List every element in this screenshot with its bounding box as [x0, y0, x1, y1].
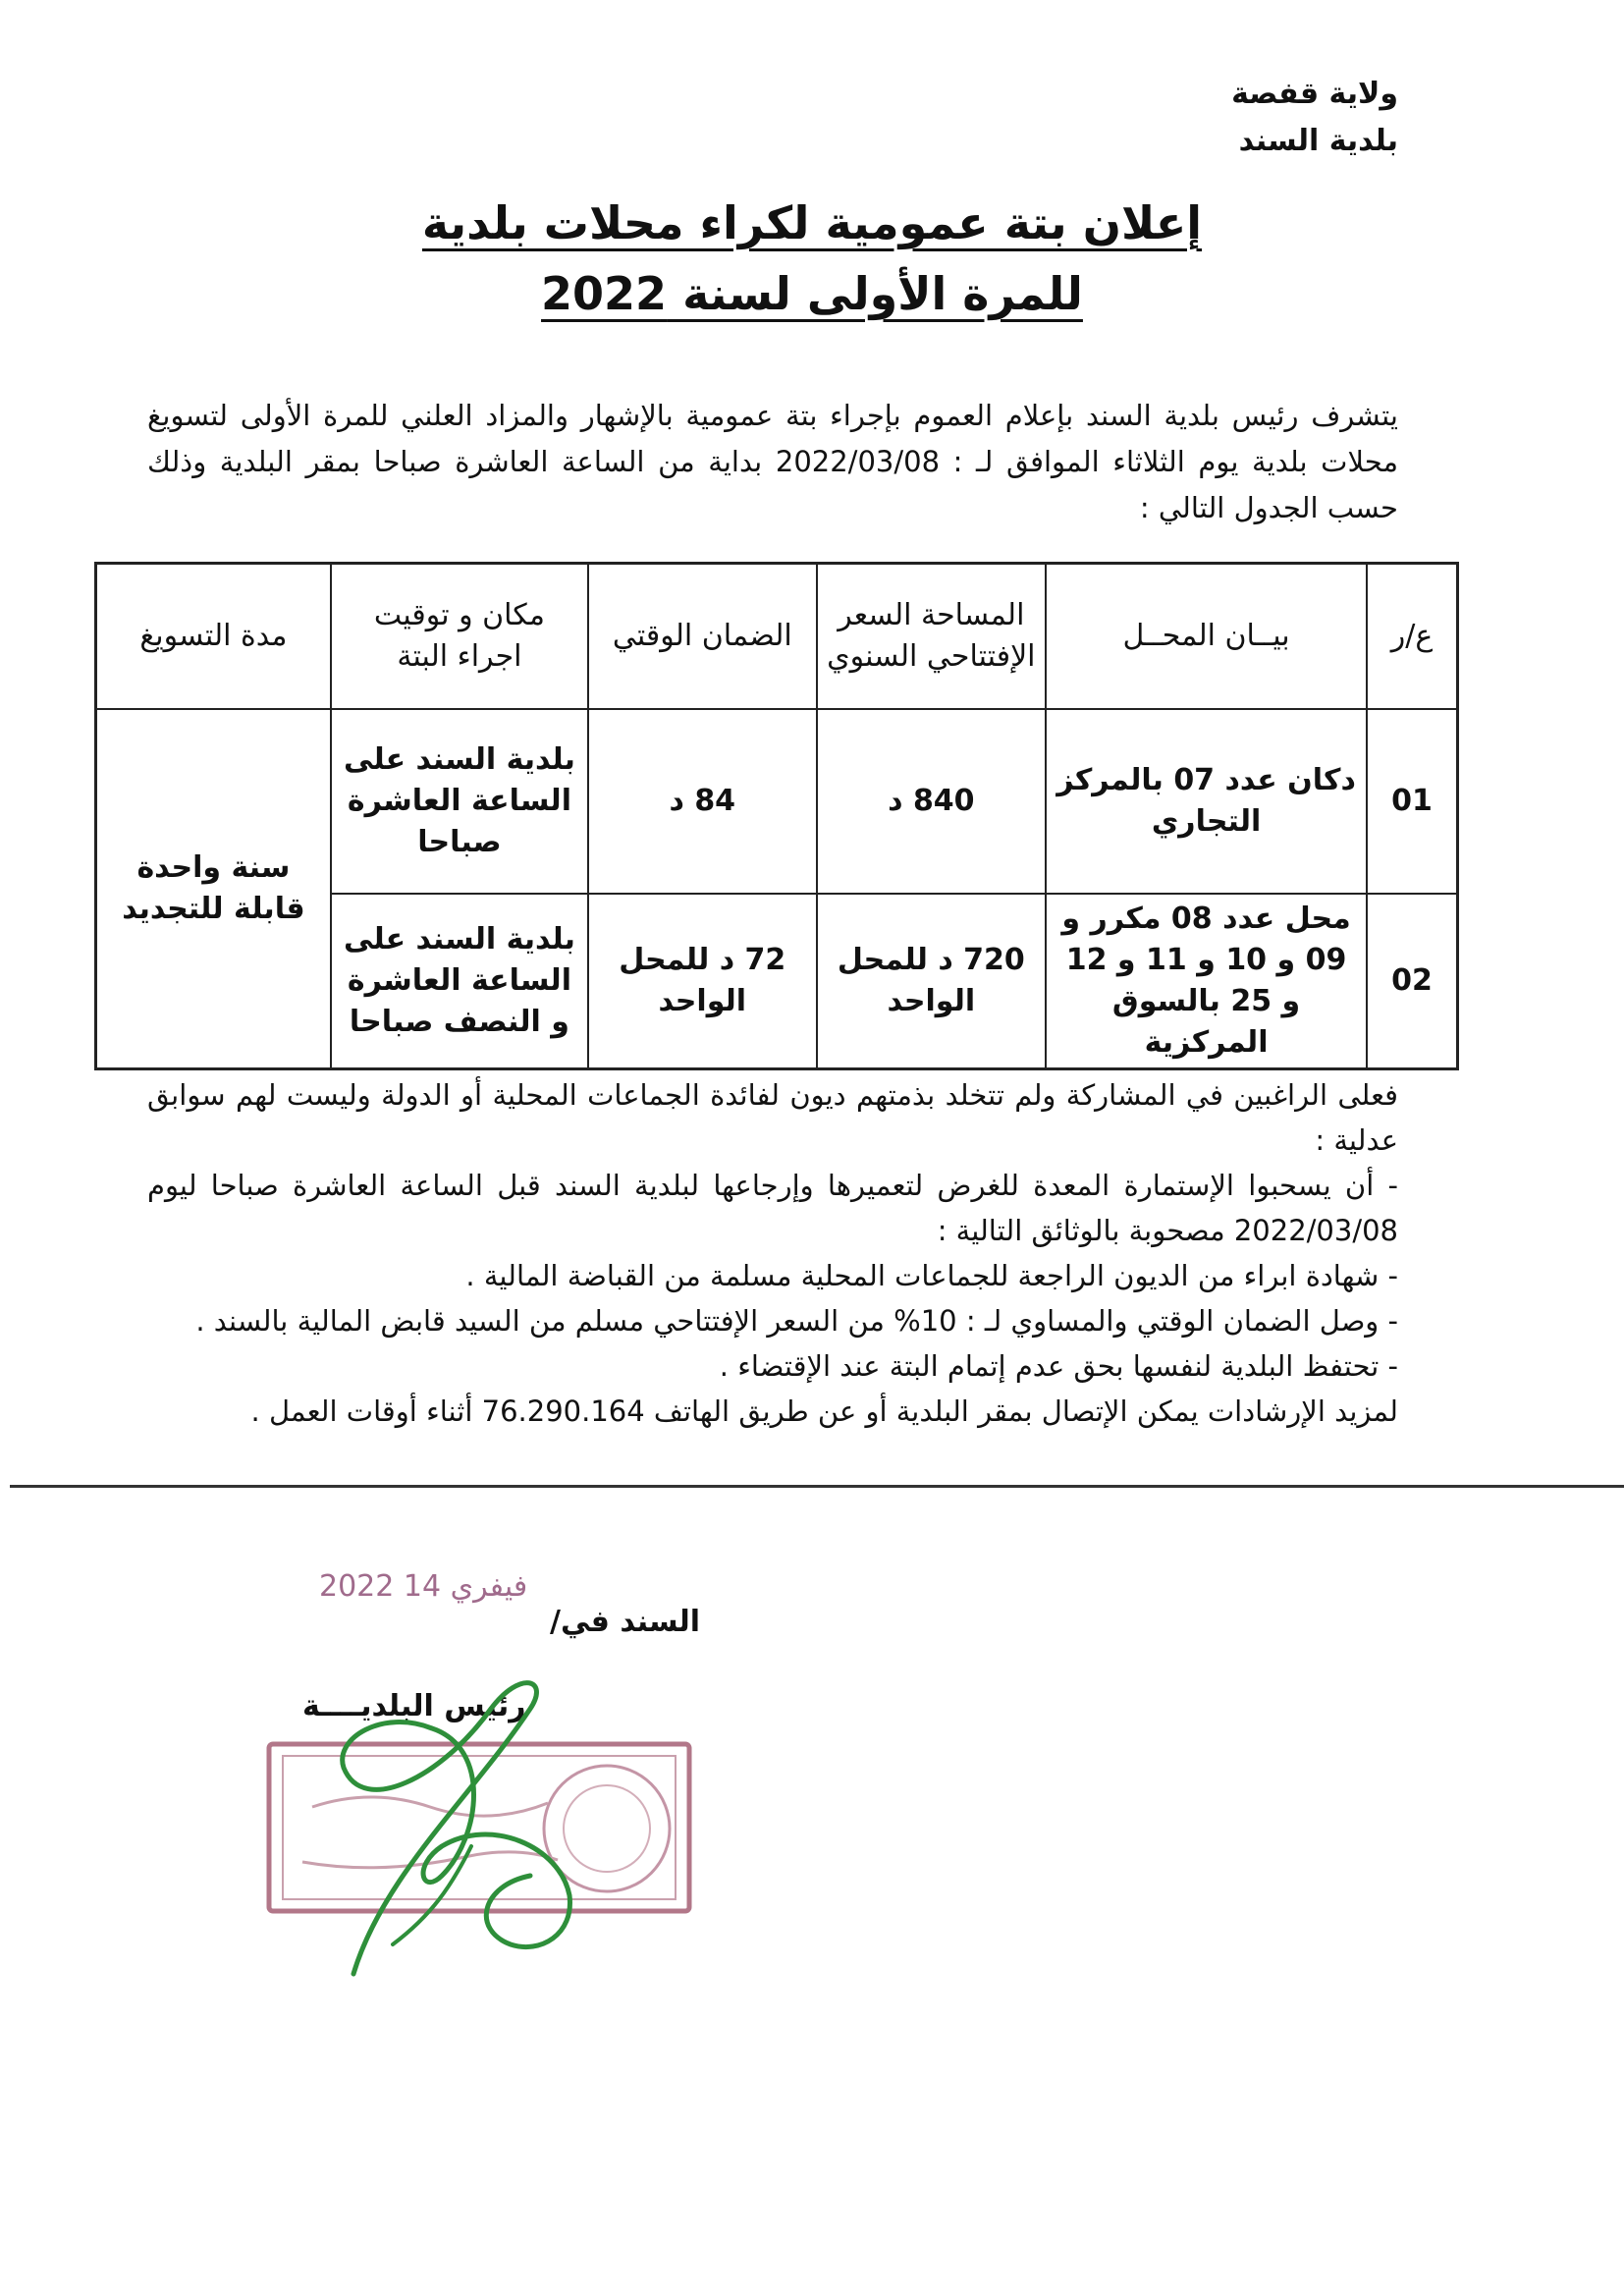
required-document-1: - شهادة ابراء من الديون الراجعة للجماعات المحلية مسلمة من القباضة المالية .	[465, 1259, 1398, 1292]
divider-line	[10, 1485, 1624, 1488]
row-place: بلدية السند على الساعة العاشرة و النصف صباحا	[331, 894, 588, 1069]
row-no: 01	[1367, 709, 1458, 894]
conditions-section	[147, 1072, 1398, 1434]
row-description: محل عدد 08 مكرر و 09 و 10 و 11 و 12 و 25 بالسوق المركزية	[1046, 894, 1367, 1069]
shops-table	[94, 562, 1459, 1070]
table-header-row	[96, 564, 1458, 709]
row-place: بلدية السند على الساعة العاشرة صباحا	[331, 709, 588, 894]
table-row	[96, 709, 1458, 894]
signer-title: رئيس البلديــــة	[302, 1689, 526, 1723]
announcement-title: إعلان بتة عمومية لكراء محلات بلدية	[421, 196, 1203, 249]
row-price: 720 د للمحل الواحد	[817, 894, 1047, 1069]
header-duration: مدة التسويغ	[96, 564, 331, 709]
header-price: المساحة السعر الإفتتاحي السنوي	[817, 564, 1047, 709]
withdraw-form-text: - أن يسحبوا الإستمارة المعدة للغرض لتعميرها وإرجاعها لبلدية السند قبل الساعة العاشرة صباحا ليوم 2022/03/08 مصحوبة بالوثائق التالية :	[147, 1169, 1398, 1247]
row-duration: سنة واحدة قابلة للتجديد	[96, 709, 331, 1069]
header-place: مكان و توقيت اجراء البتة	[331, 564, 588, 709]
required-document-2: - وصل الضمان الوقتي والمساوي لـ : 10% من السعر الإفتتاحي مسلم من السيد قابض المالية بالسند .	[195, 1304, 1398, 1338]
row-guarantee: 72 د للمحل الواحد	[588, 894, 817, 1069]
intro-paragraph: يتشرف رئيس بلدية السند بإعلام العموم بإجراء بتة عمومية بالإشهار والمزاد العلني للمرة الأولى لتسويغ محلات بلدية يوم الثلاثاء الموافق لـ : 2022/03/08 بداية من الساعة العاشرة صباحا بمقر البلدية وذلك حسب الجدول التالي :	[147, 399, 1398, 524]
header-no: ع/ر	[1367, 564, 1458, 709]
place-label: السند في/	[550, 1605, 701, 1639]
date-stamp: 2022 فيفري 14	[319, 1569, 528, 1604]
reservation-clause: - تحتفظ البلدية لنفسها بحق عدم إتمام البتة عند الإقتضاء .	[719, 1349, 1398, 1383]
row-description: دكان عدد 07 بالمركز التجاري	[1046, 709, 1367, 894]
signature-icon	[324, 1650, 579, 1994]
municipality-name: بلدية السند	[1238, 124, 1398, 158]
row-price: 840 د	[817, 709, 1047, 894]
header-description: بيــان المحــل	[1046, 564, 1367, 709]
announcement-subtitle: للمرة الأولى لسنة 2022	[541, 267, 1083, 320]
row-guarantee: 84 د	[588, 709, 817, 894]
eligibility-text: فعلى الراغبين في المشاركة ولم تتخلد بذمتهم ديون لفائدة الجماعات المحلية أو الدولة وليست لهم سوابق عدلية :	[147, 1078, 1398, 1157]
governorate-name: ولاية قفصة	[1231, 77, 1398, 111]
letterhead	[1231, 71, 1398, 165]
row-no: 02	[1367, 894, 1458, 1069]
header-guarantee: الضمان الوقتي	[588, 564, 817, 709]
contact-text: لمزيد الإرشادات يمكن الإتصال بمقر البلدية أو عن طريق الهاتف 76.290.164 أثناء أوقات العمل .	[250, 1394, 1398, 1428]
